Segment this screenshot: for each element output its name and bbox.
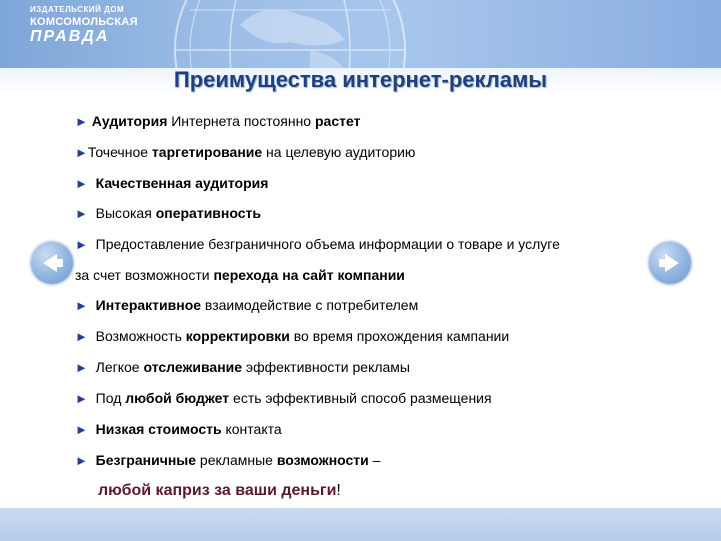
logo-line-2: КОМСОМОЛЬСКАЯ: [30, 16, 138, 28]
globe-icon: [170, 0, 410, 68]
previous-slide-button[interactable]: [31, 242, 73, 284]
bullet-arrow-icon: ►: [75, 176, 88, 191]
next-slide-button[interactable]: [649, 242, 691, 284]
list-item: ► Качественная аудитория: [75, 175, 269, 191]
publisher-logo: [30, 6, 138, 45]
list-item: ► Безграничные рекламные возможности –: [75, 452, 381, 468]
bullet-arrow-icon: ►: [75, 329, 88, 344]
arrow-right-icon: [649, 242, 691, 284]
bullet-arrow-icon: ►: [75, 206, 88, 221]
logo-line-3: ПРАВДА: [30, 28, 110, 45]
list-item: ► Интерактивное взаимодействие с потребителем: [75, 297, 419, 313]
bullet-arrow-icon: ►: [75, 360, 88, 375]
bullet-arrow-icon: ►: [75, 422, 88, 437]
bullet-arrow-icon: ►: [75, 114, 88, 129]
list-item: ► Высокая оперативность: [75, 205, 261, 221]
list-item: за счет возможности перехода на сайт компании: [75, 267, 405, 283]
list-item: ► Низкая стоимость контакта: [75, 421, 282, 437]
bullet-arrow-icon: ►: [75, 453, 88, 468]
arrow-left-icon: [31, 242, 73, 284]
bullet-arrow-icon: ►: [75, 298, 88, 313]
bullet-arrow-icon: ►: [75, 145, 88, 160]
list-item: ► Предоставление безграничного объема информации о товаре и услуге: [75, 236, 560, 252]
slide-title: Преимущества интернет-рекламы: [173, 67, 548, 92]
list-item: ► Под любой бюджет есть эффективный способ размещения: [75, 390, 492, 406]
footer-bar: [0, 508, 721, 541]
list-item: ► Аудитория Интернета постоянно растет: [75, 113, 361, 129]
header-banner: [0, 0, 721, 68]
bullet-arrow-icon: ►: [75, 237, 88, 252]
bullet-arrow-icon: ►: [75, 391, 88, 406]
closing-line: любой каприз за ваши деньги!: [98, 482, 341, 499]
list-item: ► Легкое отслеживание эффективности рекламы: [75, 359, 410, 375]
list-item: ► Возможность корректировки во время прохождения кампании: [75, 328, 510, 344]
logo-line-1: ИЗДАТЕЛЬСКИЙ ДОМ: [30, 5, 125, 14]
list-item: ►Точечное таргетирование на целевую аудиторию: [75, 144, 416, 160]
